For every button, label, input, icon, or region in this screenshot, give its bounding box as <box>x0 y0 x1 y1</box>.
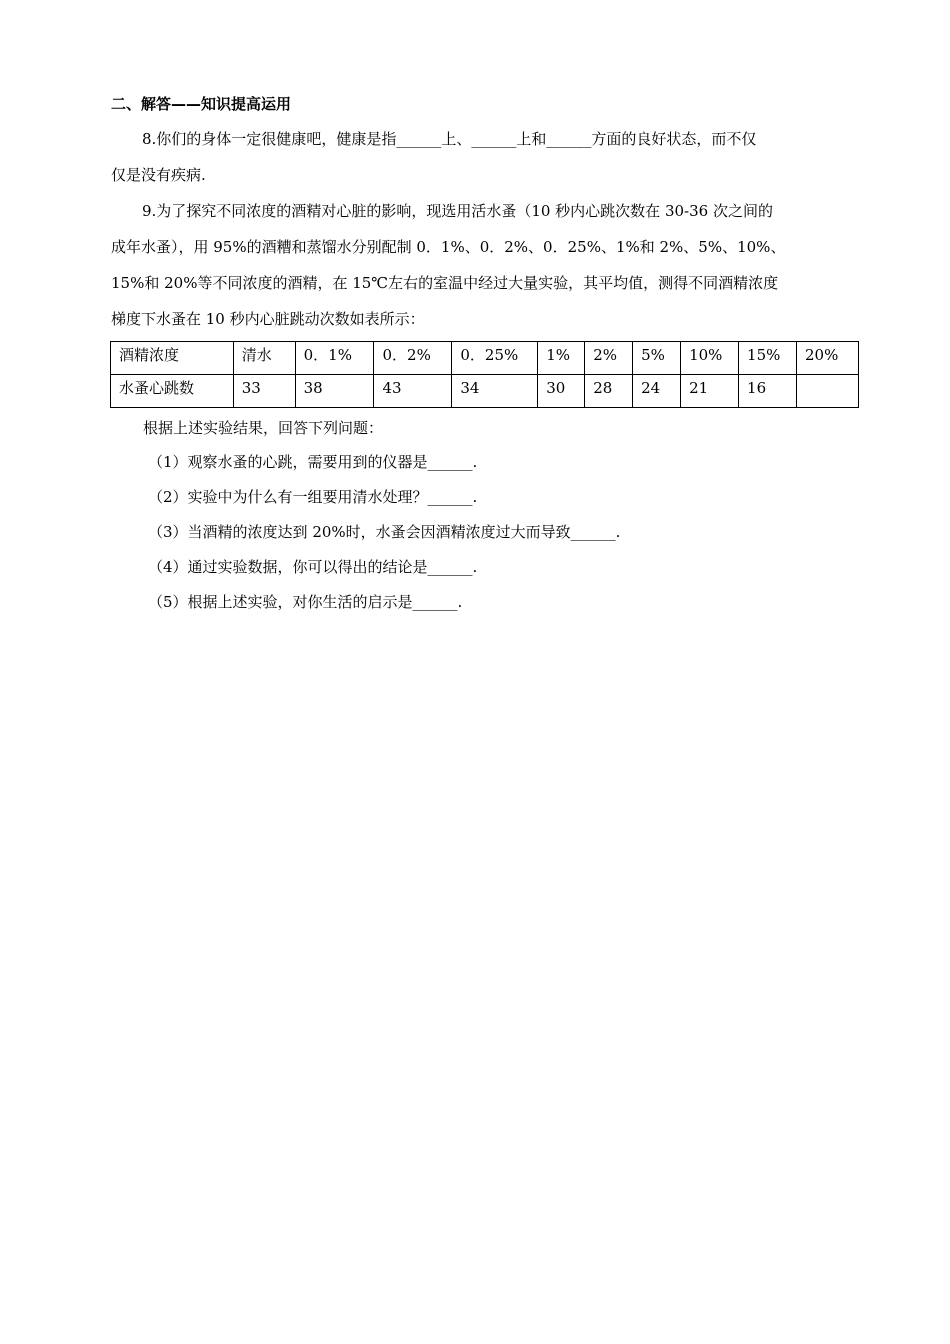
table-cell: 0．1% <box>295 342 374 375</box>
table-cell: 43 <box>374 375 452 408</box>
table-cell: 24 <box>633 375 681 408</box>
sub-question-4: （4）通过实验数据，你可以得出的结论是______. <box>148 558 478 576</box>
table-cell: 0．2% <box>374 342 452 375</box>
question-9-line-4: 梯度下水蚤在 10 秒内心脏跳动次数如表所示： <box>111 310 425 328</box>
sub-question-2: （2）实验中为什么有一组要用清水处理？______. <box>148 488 478 506</box>
question-9-line-1: 9.为了探究不同浓度的酒精对心脏的影响，现选用活水蚤（10 秒内心跳次数在 30-36 次之间的 <box>142 202 773 220</box>
table-cell: 清水 <box>233 342 295 375</box>
table-cell <box>797 375 859 408</box>
question-9-line-2: 成年水蚤），用 95%的酒糟和蒸馏水分别配制 0．1%、0．2%、0．25%、1%和 2%、5%、10%、 <box>111 238 786 256</box>
table-cell: 10% <box>681 342 739 375</box>
table-cell: 33 <box>233 375 295 408</box>
questions-intro: 根据上述实验结果，回答下列问题： <box>143 419 384 437</box>
table-cell: 21 <box>681 375 739 408</box>
sub-question-5: （5）根据上述实验，对你生活的启示是______. <box>148 593 463 611</box>
table-cell: 5% <box>633 342 681 375</box>
heartbeat-table <box>110 341 859 408</box>
table-cell: 酒精浓度 <box>111 342 234 375</box>
table-cell: 0．25% <box>452 342 538 375</box>
table-cell: 水蚤心跳数 <box>111 375 234 408</box>
table-cell: 15% <box>739 342 797 375</box>
table-cell: 34 <box>452 375 538 408</box>
table-cell: 28 <box>585 375 633 408</box>
sub-question-3: （3）当酒精的浓度达到 20%时，水蚤会因酒精浓度过大而导致______. <box>148 523 621 541</box>
section-title: 二、解答——知识提高运用 <box>111 95 292 113</box>
table-row-heartbeat <box>111 375 859 408</box>
question-9-line-3: 15%和 20%等不同浓度的酒精，在 15℃左右的室温中经过大量实验，其平均值，测得不同酒精浓度 <box>111 274 779 292</box>
table-cell: 2% <box>585 342 633 375</box>
table-row-concentration <box>111 342 859 375</box>
question-8-line-1: 8.你们的身体一定很健康吧，健康是指______上、______上和______方面的良好状态，而不仅 <box>142 130 757 148</box>
table-cell: 30 <box>538 375 585 408</box>
table-cell: 20% <box>797 342 859 375</box>
table-cell: 16 <box>739 375 797 408</box>
table-cell: 38 <box>295 375 374 408</box>
sub-question-1: （1）观察水蚤的心跳，需要用到的仪器是______. <box>148 453 478 471</box>
question-8-line-2: 仅是没有疾病. <box>111 166 206 184</box>
question-9 <box>111 193 841 337</box>
table-cell: 1% <box>538 342 585 375</box>
question-8 <box>111 121 841 193</box>
